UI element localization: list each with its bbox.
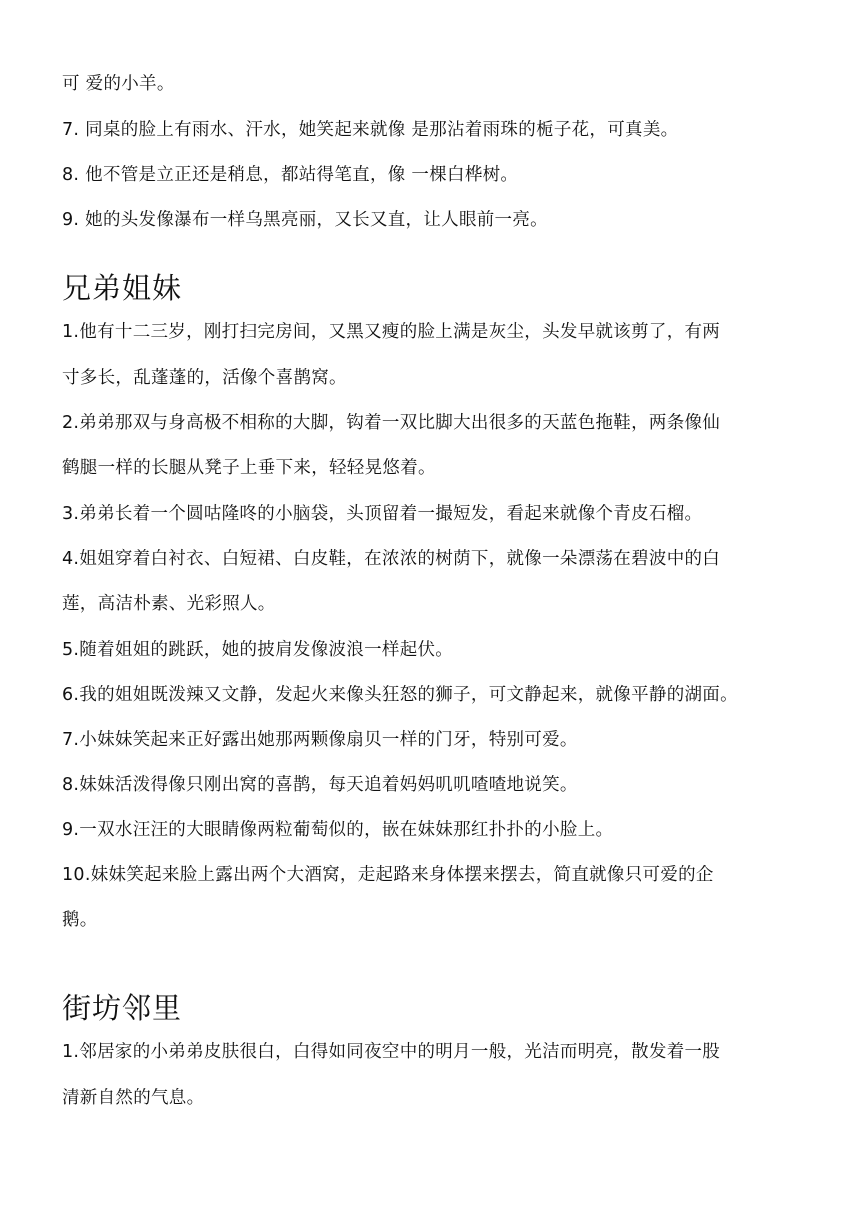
text-line: 寸多长，乱蓬蓬的，活像个喜鹊窝。 [62,368,347,388]
text-line: 鹤腿一样的长腿从凳子上垂下来，轻轻晃悠着。 [62,458,436,478]
section-heading-siblings: 兄弟姐妹 [62,271,183,305]
section-heading-neighbors: 街坊邻里 [62,991,183,1025]
text-line: 鹅。 [62,910,98,930]
text-line: 1.他有十二三岁，刚打扫完房间，又黑又瘦的脸上满是灰尘，头发早就该剪了，有两 [62,322,721,342]
text-line: 8.妹妹活泼得像只刚出窝的喜鹊，每天追着妈妈叽叽喳喳地说笑。 [62,775,578,795]
text-line: 8. 他不管是立正还是稍息，都站得笔直，像 一棵白桦树。 [62,165,519,185]
text-line: 4.姐姐穿着白衬衣、白短裙、白皮鞋，在浓浓的树荫下，就像一朵漂荡在碧波中的白 [62,549,721,569]
text-line: 3.弟弟长着一个圆咕隆咚的小脑袋，头顶留着一撮短发，看起来就像个青皮石榴。 [62,504,703,524]
text-line: 7.小妹妹笑起来正好露出她那两颗像扇贝一样的门牙，特别可爱。 [62,730,578,750]
text-line: 莲，高洁朴素、光彩照人。 [62,594,276,614]
text-line: 10.妹妹笑起来脸上露出两个大酒窝，走起路来身体摆来摆去，简直就像只可爱的企 [62,865,714,885]
text-line: 9.一双水汪汪的大眼睛像两粒葡萄似的，嵌在妹妹那红扑扑的小脸上。 [62,820,614,840]
text-line: 5.随着姐姐的跳跃，她的披肩发像波浪一样起伏。 [62,640,454,660]
text-line: 可 爱的小羊。 [62,74,175,94]
text-line: 6.我的姐姐既泼辣又文静，发起火来像头狂怒的狮子，可文静起来，就像平静的湖面。 [62,685,738,705]
text-line: 7. 同桌的脸上有雨水、汗水，她笑起来就像 是那沾着雨珠的栀子花，可真美。 [62,120,679,140]
text-line: 2.弟弟那双与身高极不相称的大脚，钩着一双比脚大出很多的天蓝色拖鞋，两条像仙 [62,413,721,433]
text-line: 1.邻居家的小弟弟皮肤很白，白得如同夜空中的明月一般，光洁而明亮，散发着一股 [62,1042,721,1062]
text-line: 9. 她的头发像瀑布一样乌黑亮丽，又长又直，让人眼前一亮。 [62,210,548,230]
text-line: 清新自然的气息。 [62,1088,205,1108]
